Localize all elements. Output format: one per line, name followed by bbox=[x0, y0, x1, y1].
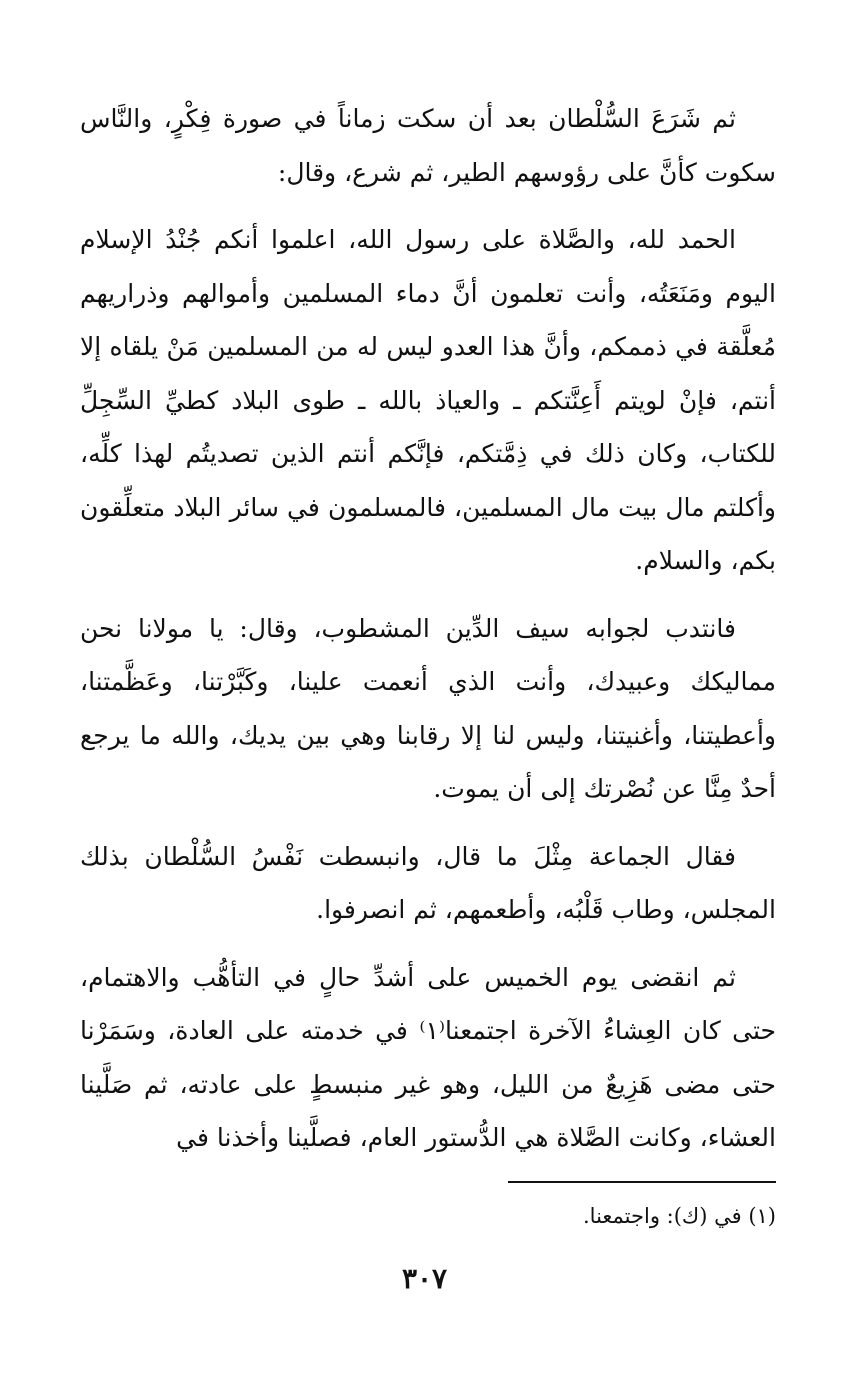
footnote: (١) في (ك): واجتمعنا. bbox=[583, 1204, 776, 1228]
paragraph-4: فقال الجماعة مِثْلَ ما قال، وانبسطت نَفْسُ السُّلْطان بذلك المجلس، وطاب قَلْبُه، وأطعمهم، ثم انصرفوا. bbox=[80, 841, 776, 924]
paragraph-3: فانتدب لجوابه سيف الدِّين المشطوب، وقال: يا مولانا نحن مماليكك وعبيدك، وأنت الذي أنعمت علينا، وكَبَّرْتنا، وعَظَّمتنا، وأعطيتنا، وأغنيتنا، وليس لنا إلا رقابنا وهي بين يديك، والله ما يرجع أحدٌ مِنَّا عن نُصْرتك إلى أن يموت. bbox=[80, 613, 776, 803]
footnote-divider bbox=[508, 1181, 776, 1183]
paragraph-5: ثم انقضى يوم الخميس على أشدِّ حالٍ في التأهُّب والاهتمام، حتى كان العِشاءُ الآخرة اجتمعنا⁽١⁾ في خدمته على العادة، وسَمَرْنا حتى مضى هَزِيعٌ من الليل، وهو غير منبسطٍ على عادته، ثم صَلَّينا العشاء، وكانت الصَّلاة هي الدُّستور العام، فصلَّينا وأخذنا في bbox=[80, 962, 776, 1152]
paragraph-2: الحمد لله، والصَّلاة على رسول الله، اعلموا أنكم جُنْدُ الإسلام اليوم ومَنَعَتُه، وأنت تعلمون أنَّ دماء المسلمين وأموالهم وذراريهم مُعلَّقة في ذممكم، وأنَّ هذا العدو ليس له من المسلمين مَنْ يلقاه إلا أنتم، فإنْ لويتم أَعِنَّتكم ـ والعياذ بالله ـ طوى البلاد كطيِّ السِّجِلِّ للكتاب، وكان ذلك في ذِمَّتكم، فإنَّكم أنتم الذين تصديتُم لهذا كلِّه، وأكلتم مال بيت مال المسلمين، فالمسلمون في سائر البلاد متعلِّقون بكم، والسلام. bbox=[80, 225, 776, 575]
page-number: ٣٠٧ bbox=[401, 1262, 448, 1295]
page-body bbox=[80, 92, 776, 1165]
paragraph-1: ثم شَرَعَ السُّلْطان بعد أن سكت زماناً في صورة فِكْرٍ، والنَّاس سكوت كأنَّ على رؤوسهم الطير، ثم شرع، وقال: bbox=[80, 104, 776, 187]
